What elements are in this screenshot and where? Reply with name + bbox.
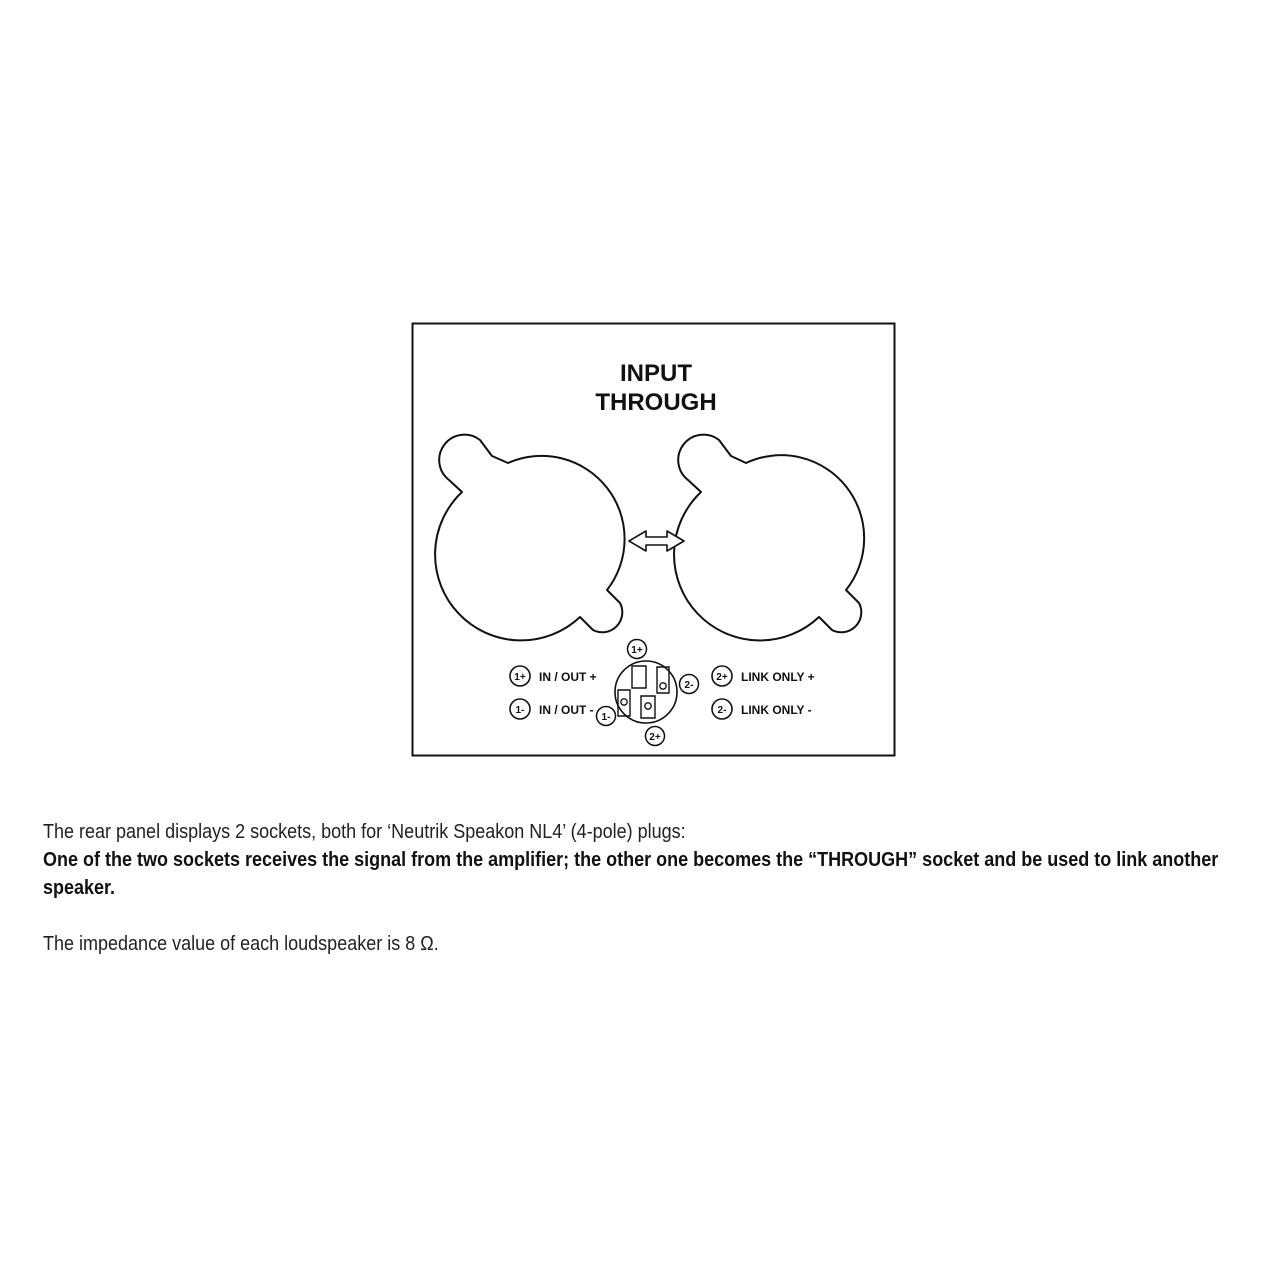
legend-label: IN / OUT - [539, 703, 594, 717]
pinout-label-right: 2- [684, 680, 694, 691]
through-socket-paragraph: One of the two sockets receives the signal from the amplifier; the other one becomes the “THROUGH” socket and be used to link another speaker. [43, 849, 1219, 899]
impedance-paragraph: The impedance value of each loudspeaker is 8 Ω. [43, 933, 439, 955]
legend-pin-label: 1- [515, 705, 525, 716]
legend-pin-label: 1+ [514, 672, 526, 683]
panel-title-line1: INPUT [620, 360, 692, 387]
legend-item-1-plus [510, 666, 597, 686]
pinout-diagram [597, 640, 699, 746]
description-text [43, 818, 1253, 958]
legend-item-2-plus [712, 666, 815, 686]
pinout-label-left: 1- [601, 712, 611, 723]
pinout-label-top: 1+ [631, 645, 643, 656]
legend-item-1-minus [510, 699, 594, 719]
legend-item-2-minus [712, 699, 812, 719]
panel-title-line2: THROUGH [595, 389, 717, 416]
legend-pin-label: 2+ [716, 672, 728, 683]
intro-paragraph: The rear panel displays 2 sockets, both for ‘Neutrik Speakon NL4’ (4-pole) plugs: [43, 821, 686, 843]
legend-label: IN / OUT + [539, 670, 597, 684]
legend-pin-label: 2- [717, 705, 727, 716]
legend-label: LINK ONLY + [741, 670, 815, 684]
speakon-socket-left [435, 435, 625, 641]
pinout-label-bottom: 2+ [649, 732, 661, 743]
speakon-socket-right [674, 435, 864, 641]
legend-label: LINK ONLY - [741, 703, 812, 717]
